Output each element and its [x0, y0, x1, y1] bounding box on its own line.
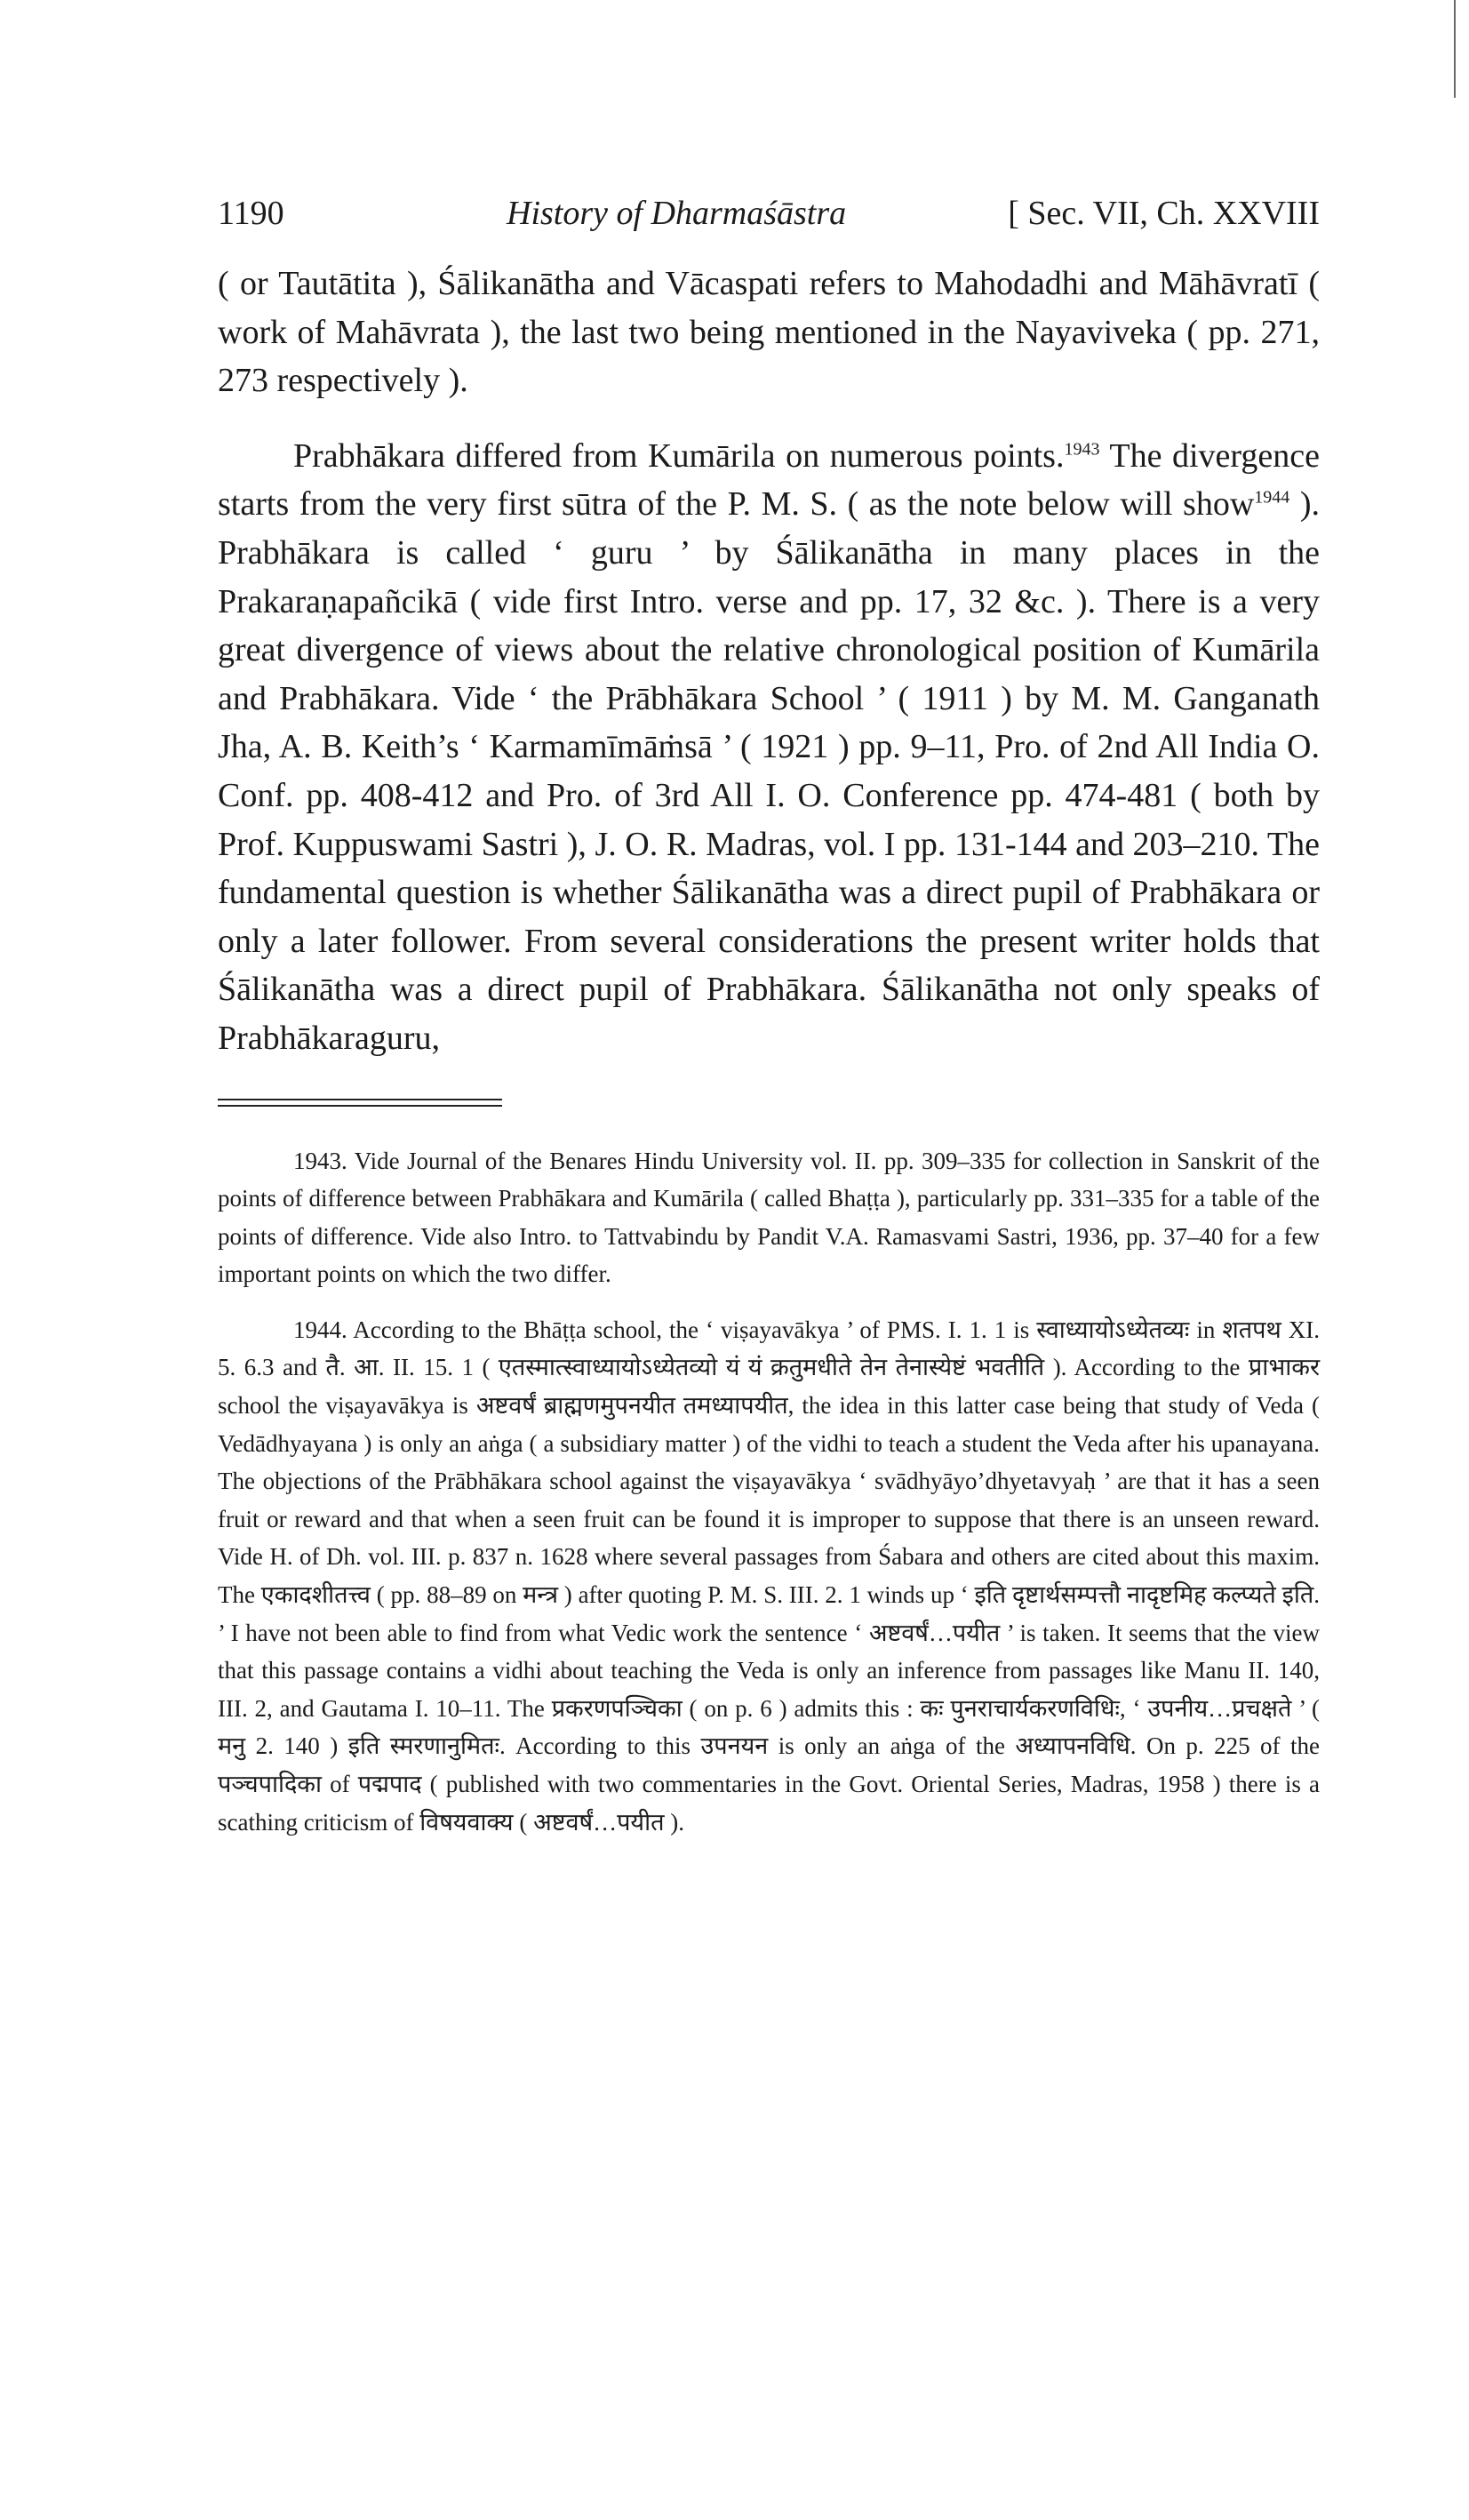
body-paragraph-2 [218, 432, 1320, 1063]
running-title: History of Dharmaśāstra [507, 195, 847, 232]
footnote-separator [218, 1099, 502, 1107]
page-header [218, 194, 1320, 244]
body-paragraph-1: ( or Tautātita ), Śālikanātha and Vācaspati refers to Mahodadhi and Māhāvratī ( work of Mahāvrata ), the last two being mentioned in the Nayaviveka ( pp. 271, 273 respectively ). [218, 265, 1320, 400]
footnote-ref-1944: 1944 [1254, 487, 1290, 508]
separator-rule-bottom [218, 1105, 502, 1107]
book-page [218, 194, 1320, 1841]
para2-text-1: Prabhākara differed from Kumārila on numerous points. [293, 436, 1065, 475]
section-reference: [ Sec. VII, Ch. XXVIII [1008, 195, 1320, 232]
footnote-ref-1943: 1943 [1064, 439, 1100, 460]
para2-text-3: ). Prabhākara is called ‘ guru ’ by Śālikanātha in many places in the Prakaraṇapañcikā ( vide first Intro. verse and pp. 17, 32 &c. ). There is a very great divergence of views about the relative chronological position of Kumārila and Prabhākara. Vide ‘ the Prābhākara School ’ ( 1911 ) by M. M. Ganganath Jha, A. B. Keith’s ‘ Karmamīmāṁsā ’ ( 1921 ) pp. 9–11, Pro. of 2nd All India O. Conf. pp. 408-412 and Pro. of 3rd All I. O. Conference pp. 474-481 ( both by Prof. Kuppuswami Sastri ), J. O. R. Madras, vol. I pp. 131-144 and 203–210. The fundamental question is whether Śālikanātha was a direct pupil of Prabhākara or only a later follower. From several considerations the present writer holds that Śālikanātha was a direct pupil of Prabhākara. Śālikanātha not only speaks of Prabhākaraguru, [218, 485, 1321, 1057]
page-number: 1190 [218, 195, 284, 232]
page-edge-line [1454, 0, 1456, 98]
separator-rule-top [218, 1099, 502, 1100]
para2-text-2: The divergence starts from the very first sūtra of the P. M. S. ( as the note below will show [218, 436, 1320, 524]
footnotes [218, 1142, 1320, 1842]
footnote-1943: 1943. Vide Journal of the Benares Hindu University vol. II. pp. 309–335 for collection in Sanskrit of the points of difference between Prabhākara and Kumārila ( called Bhaṭṭa ), particularly pp. 331–335 for a table of the points of difference. Vide also Intro. to Tattvabindu by Pandit V.A. Ramasvami Sastri, 1936, pp. 37–40 for a few important points on which the two differ. [218, 1147, 1320, 1288]
footnote-1944: 1944. According to the Bhāṭṭa school, the ‘ viṣayavākya ’ of PMS. I. 1. 1 is स्वाध्यायोऽध्येतव्यः in शतपथ XI. 5. 6.3 and तै. आ. II. 15. 1 ( एतस्मात्स्वाध्यायोऽध्येतव्यो यं यं क्रतुमधीते तेन तेनास्येष्टं भवतीति ). According to the प्राभाकर school the viṣayavākya is अष्टवर्षं ब्राह्मणमुपनयीत तमध्यापयीत, the idea in this latter case being that study of Veda ( Vedādhyayana ) is only an aṅga ( a subsidiary matter ) of the vidhi to teach a student the Veda after his upanayana. The objections of the Prābhākara school against the viṣayavākya ‘ svādhyāyo’dhyetavyaḥ ’ are that it has a seen fruit or reward and that when a seen fruit can be found it is improper to suppose that there is an unseen reward. Vide H. of Dh. vol. III. p. 837 n. 1628 where several passages from Śabara and others are cited about this maxim. The एकादशीतत्त्व ( pp. 88–89 on मन्त्र ) after quoting P. M. S. III. 2. 1 winds up ‘ इति दृष्टार्थसम्पत्तौ नादृष्टमिह कल्प्यते इति. ’ I have not been able to find from what Vedic work the sentence ‘ अष्टवर्षं…पयीत ’ is taken. It seems that the view that this passage contains a vidhi about teaching the Veda is only an inference from passages like Manu II. 140, III. 2, and Gautama I. 10–11. The प्रकरणपञ्चिका ( on p. 6 ) admits this : कः पुनराचार्यकरणविधिः, ‘ उपनीय…प्रचक्षते ’ ( मनु 2. 140 ) इति स्मरणानुमितः. According to this उपनयन is only an aṅga of the अध्यापनविधि. On p. 225 of the पञ्चपादिका of पद्मपाद ( published with two commentaries in the Govt. Oriental Series, Madras, 1958 ) there is a scathing criticism of विषयवाक्य ( अष्टवर्षं…पयीत ). [218, 1316, 1320, 1836]
